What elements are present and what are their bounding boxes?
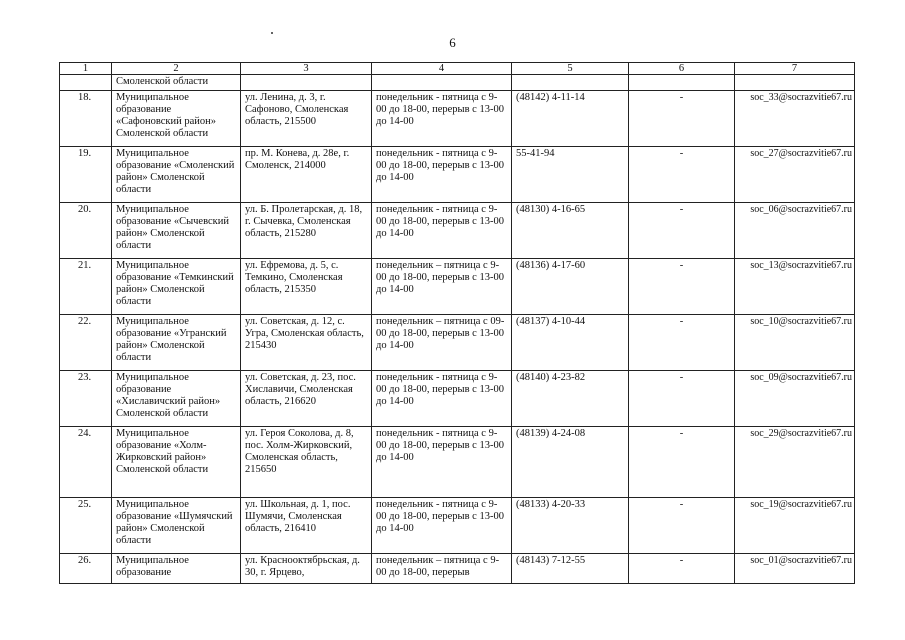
hours-cell: понедельник - пятница с 9-00 до 18-00, перерыв с 13-00 до 14-00 xyxy=(372,147,512,203)
column-6-cell: - xyxy=(629,91,735,147)
email-cell: soc_09@socrazvitie67.ru xyxy=(735,371,855,427)
column-number-row xyxy=(60,63,855,75)
hours-cell: понедельник - пятница с 9-00 до 18-00, перерыв с 13-00 до 14-00 xyxy=(372,427,512,498)
hours-cell: понедельник - пятница с 9-00 до 18-00, перерыв с 13-00 до 14-00 xyxy=(372,91,512,147)
row-number-cell: 25. xyxy=(60,498,112,554)
row-number-cell: 26. xyxy=(60,554,112,584)
address-cell: ул. Героя Соколова, д. 8, пос. Холм-Жирковский, Смоленская область, 215650 xyxy=(241,427,372,498)
phone-cell: (48139) 4-24-08 xyxy=(512,427,629,498)
phone-cell: 55-41-94 xyxy=(512,147,629,203)
row-number-cell: 18. xyxy=(60,91,112,147)
address-cell: ул. Советская, д. 12, с. Угра, Смоленская область, 215430 xyxy=(241,315,372,371)
address-cell: ул. Краснооктябрьская, д. 30, г. Ярцево, xyxy=(241,554,372,584)
row-number-cell: 24. xyxy=(60,427,112,498)
hours-cell: понедельник – пятница с 9-00 до 18-00, перерыв с 13-00 до 14-00 xyxy=(372,259,512,315)
email-cell: soc_19@socrazvitie67.ru xyxy=(735,498,855,554)
column-number: 1 xyxy=(60,63,112,75)
table-row xyxy=(60,498,855,554)
hours-cell: понедельник - пятница с 9-00 до 18-00, перерыв с 13-00 до 14-00 xyxy=(372,203,512,259)
column-6-cell: - xyxy=(629,427,735,498)
phone-cell: (48130) 4-16-65 xyxy=(512,203,629,259)
column-6-cell: - xyxy=(629,259,735,315)
column-6-cell: - xyxy=(629,371,735,427)
hours-cell: понедельник – пятница с 9-00 до 18-00, перерыв xyxy=(372,554,512,584)
column-number: 3 xyxy=(241,63,372,75)
column-number: 5 xyxy=(512,63,629,75)
hours-cell: понедельник - пятница с 9-00 до 18-00, перерыв с 13-00 до 14-00 xyxy=(372,371,512,427)
row-number-cell: 23. xyxy=(60,371,112,427)
organization-cell: Муниципальное образование «Холм-Жирковский район» Смоленской области xyxy=(112,427,241,498)
row-number-cell xyxy=(60,75,112,91)
email-cell xyxy=(735,75,855,91)
hours-cell: понедельник – пятница с 09-00 до 18-00, перерыв с 13-00 до 14-00 xyxy=(372,315,512,371)
address-cell xyxy=(241,75,372,91)
phone-cell xyxy=(512,75,629,91)
phone-cell: (48140) 4-23-82 xyxy=(512,371,629,427)
organization-cell: Муниципальное образование «Темкинский район» Смоленской области xyxy=(112,259,241,315)
column-number: 6 xyxy=(629,63,735,75)
row-number-cell: 21. xyxy=(60,259,112,315)
column-number: 7 xyxy=(735,63,855,75)
page-number: 6 xyxy=(449,35,456,50)
row-number-cell: 20. xyxy=(60,203,112,259)
column-number: 4 xyxy=(372,63,512,75)
column-6-cell: - xyxy=(629,554,735,584)
email-cell: soc_06@socrazvitie67.ru xyxy=(735,203,855,259)
phone-cell: (48143) 7-12-55 xyxy=(512,554,629,584)
row-number-cell: 22. xyxy=(60,315,112,371)
column-6-cell: - xyxy=(629,315,735,371)
organization-cell: Муниципальное образование «Хиславичский район» Смоленской области xyxy=(112,371,241,427)
address-cell: ул. Советская, д. 23, пос. Хиславичи, Смоленская область, 216620 xyxy=(241,371,372,427)
phone-cell: (48142) 4-11-14 xyxy=(512,91,629,147)
email-cell: soc_10@socrazvitie67.ru xyxy=(735,315,855,371)
row-number-cell: 19. xyxy=(60,147,112,203)
column-number: 2 xyxy=(112,63,241,75)
email-cell: soc_01@socrazvitie67.ru xyxy=(735,554,855,584)
table-row xyxy=(60,315,855,371)
phone-cell: (48133) 4-20-33 xyxy=(512,498,629,554)
organization-cell: Смоленской области xyxy=(112,75,241,91)
table-row xyxy=(60,371,855,427)
organization-cell: Муниципальное образование «Шумячский район» Смоленской области xyxy=(112,498,241,554)
address-cell: ул. Школьная, д. 1, пос. Шумячи, Смоленская область, 216410 xyxy=(241,498,372,554)
hours-cell xyxy=(372,75,512,91)
offices-table xyxy=(59,62,855,584)
table-row xyxy=(60,91,855,147)
address-cell: пр. М. Конева, д. 28е, г. Смоленск, 214000 xyxy=(241,147,372,203)
email-cell: soc_27@socrazvitie67.ru xyxy=(735,147,855,203)
email-cell: soc_29@socrazvitie67.ru xyxy=(735,427,855,498)
email-cell: soc_33@socrazvitie67.ru xyxy=(735,91,855,147)
email-cell: soc_13@socrazvitie67.ru xyxy=(735,259,855,315)
table-row xyxy=(60,259,855,315)
column-6-cell: - xyxy=(629,203,735,259)
organization-cell: Муниципальное образование «Угранский район» Смоленской области xyxy=(112,315,241,371)
column-6-cell: - xyxy=(629,498,735,554)
hours-cell: понедельник - пятница с 9-00 до 18-00, перерыв с 13-00 до 14-00 xyxy=(372,498,512,554)
organization-cell: Муниципальное образование «Сафоновский район» Смоленской области xyxy=(112,91,241,147)
table-row xyxy=(60,554,855,584)
table-row xyxy=(60,203,855,259)
continuation-row xyxy=(60,75,855,91)
table-row xyxy=(60,147,855,203)
phone-cell: (48137) 4-10-44 xyxy=(512,315,629,371)
phone-cell: (48136) 4-17-60 xyxy=(512,259,629,315)
address-cell: ул. Ефремова, д. 5, с. Темкино, Смоленская область, 215350 xyxy=(241,259,372,315)
organization-cell: Муниципальное образование «Сычевский район» Смоленской области xyxy=(112,203,241,259)
address-cell: ул. Ленина, д. 3, г. Сафоново, Смоленская область, 215500 xyxy=(241,91,372,147)
table-row xyxy=(60,427,855,498)
organization-cell: Муниципальное образование «Смоленский район» Смоленской области xyxy=(112,147,241,203)
address-cell: ул. Б. Пролетарская, д. 18, г. Сычевка, Смоленская область, 215280 xyxy=(241,203,372,259)
scan-speck xyxy=(271,32,273,34)
organization-cell: Муниципальное образование xyxy=(112,554,241,584)
column-6-cell xyxy=(629,75,735,91)
column-6-cell: - xyxy=(629,147,735,203)
